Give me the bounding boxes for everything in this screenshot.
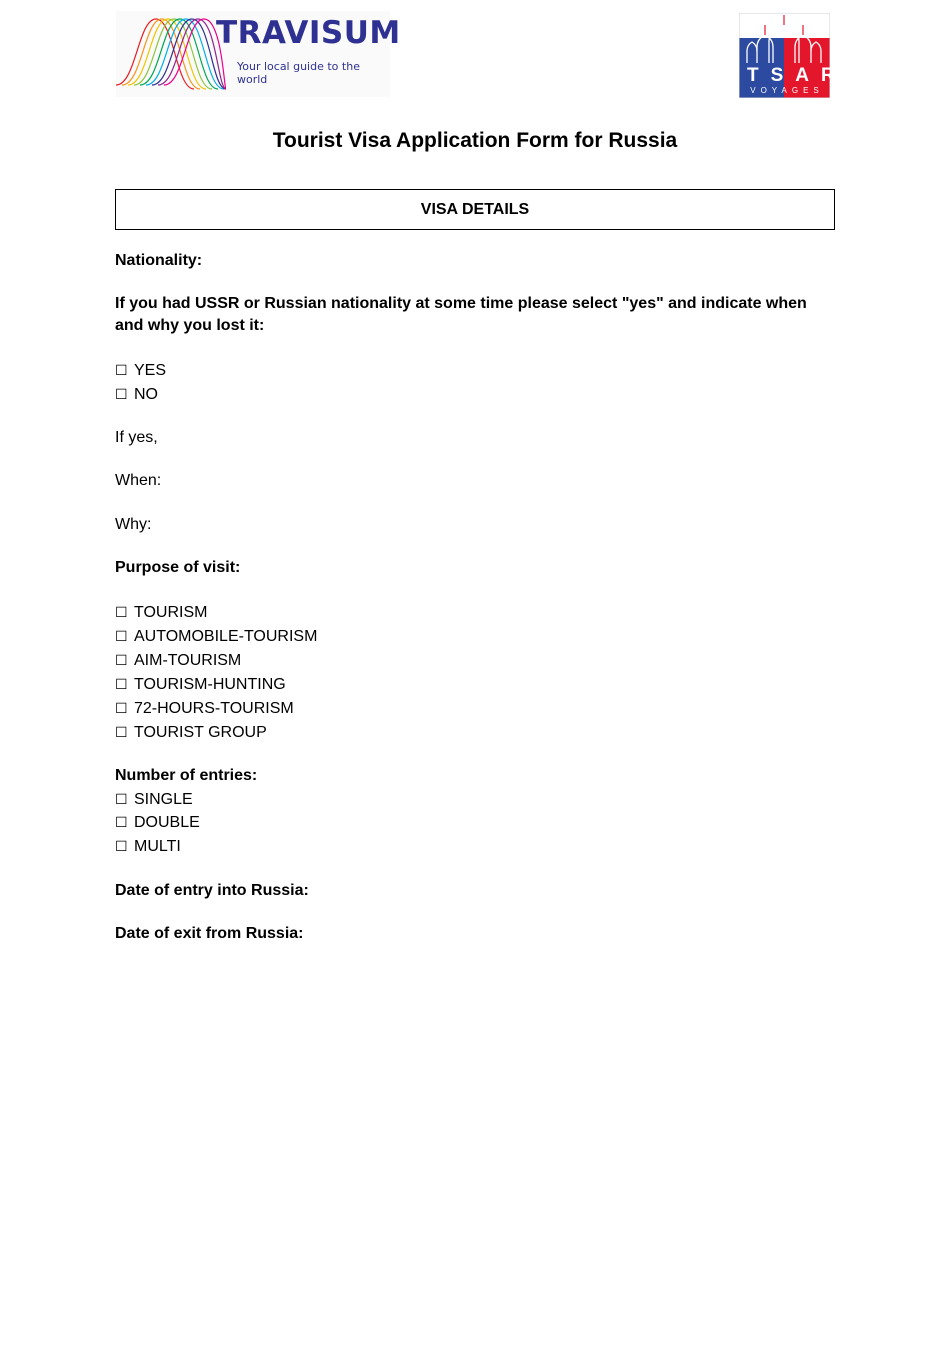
option-label: NO [134,386,158,403]
option-label: TOURISM-HUNTING [134,676,286,693]
checkbox-option-automobile-tourism[interactable] [115,625,317,648]
tsar-voyages-logo [739,13,847,98]
ussr-nationality-question: If you had USSR or Russian nationality at some time please select "yes" and indicate when and why you lost it: [115,295,807,334]
option-label: AUTOMOBILE-TOURISM [134,628,318,645]
if-yes-text: If yes, [115,429,158,446]
visa-details-section-heading: VISA DETAILS [115,189,835,230]
option-label: YES [134,362,167,379]
number-of-entries-label: Number of entries: [115,767,258,784]
option-label: TOURIST GROUP [134,724,267,741]
checkbox-icon[interactable]: ☐ [115,814,128,830]
why-label: Why: [115,516,152,533]
page-title: Tourist Visa Application Form for Russia [272,129,678,152]
option-label: SINGLE [134,791,193,808]
checkbox-icon[interactable]: ☐ [115,791,128,807]
travisum-logo [116,11,401,97]
nationality-label: Nationality: [115,252,203,269]
purpose-of-visit-label: Purpose of visit: [115,559,241,576]
option-label: DOUBLE [134,814,200,831]
checkbox-option-tourist-group[interactable] [115,721,267,744]
checkbox-option-double[interactable] [115,811,200,834]
option-label: TOURISM [134,604,208,621]
checkbox-icon[interactable]: ☐ [115,838,128,854]
checkbox-icon[interactable]: ☐ [115,604,128,620]
travisum-tagline: Your local guide to the world [237,60,360,86]
date-of-exit-label: Date of exit from Russia: [115,925,304,942]
checkbox-option-multi[interactable] [115,835,181,858]
checkbox-option-tourism[interactable] [115,601,207,624]
date-of-entry-label: Date of entry into Russia: [115,882,309,899]
option-label: MULTI [134,838,181,855]
checkbox-icon[interactable]: ☐ [115,724,128,740]
checkbox-icon[interactable]: ☐ [115,386,128,402]
checkbox-icon[interactable]: ☐ [115,700,128,716]
option-label: AIM-TOURISM [134,652,242,669]
tsar-logo-subword: VOYAGES [750,86,824,95]
checkbox-option-72-hours-tourism[interactable] [115,697,294,720]
checkbox-option-no[interactable] [115,383,158,406]
checkbox-icon[interactable]: ☐ [115,676,128,692]
checkbox-option-aim-tourism[interactable] [115,649,241,672]
option-label: 72-HOURS-TOURISM [134,700,294,717]
checkbox-option-yes[interactable] [115,359,166,382]
checkbox-icon[interactable]: ☐ [115,628,128,644]
travisum-brand-name: TRAVISUM [216,15,401,51]
when-label: When: [115,472,162,489]
tsar-logo-word: TSAR [747,65,847,86]
checkbox-option-tourism-hunting[interactable] [115,673,286,696]
wave-lines-icon [116,11,226,97]
checkbox-icon[interactable]: ☐ [115,362,128,378]
checkbox-option-single[interactable] [115,788,193,811]
checkbox-icon[interactable]: ☐ [115,652,128,668]
